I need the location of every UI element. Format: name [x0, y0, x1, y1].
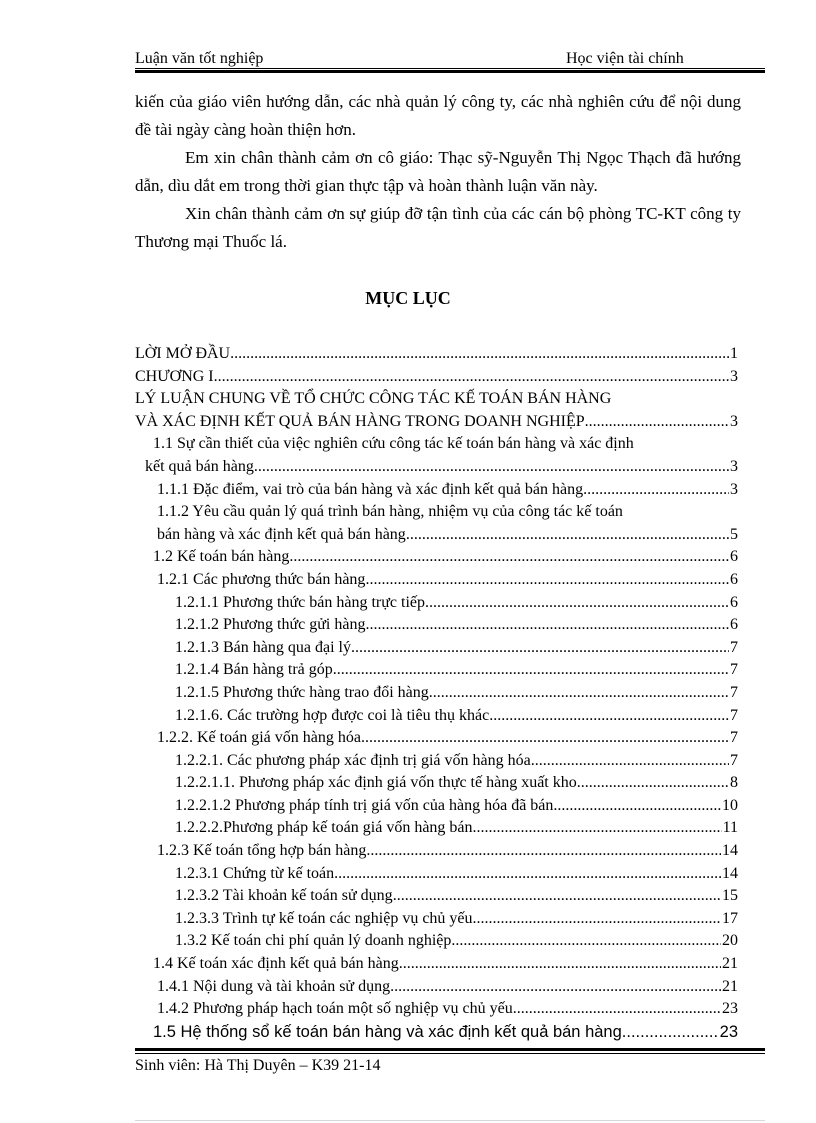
toc-leader [473, 817, 722, 840]
toc-entry[interactable] [135, 366, 738, 389]
toc-leader [254, 456, 729, 479]
toc-entry-text: 1.2.1.2 Phương thức gửi hàng [175, 616, 366, 634]
toc-page-number: 5 [730, 525, 738, 543]
toc-entry-text: 1.4.2 Phương pháp hạch toán một số nghiệp vụ chủ yếu [157, 1000, 513, 1018]
toc-entry-text: 1.2.2. Kế toán giá vốn hàng hóa [157, 729, 361, 747]
toc-page-number: 11 [722, 819, 738, 837]
toc-page-number: 6 [730, 570, 738, 588]
toc-leader [333, 659, 729, 682]
toc-entry[interactable] [135, 727, 738, 750]
toc-entry[interactable] [135, 569, 738, 592]
toc-page-number: 21 [722, 955, 738, 973]
footer-rule-thick [135, 1048, 765, 1051]
toc-leader [493, 705, 729, 728]
toc-entry[interactable] [135, 885, 738, 908]
paragraph-1: kiến của giáo viên hướng dẫn, các nhà quản lý công ty, các nhà nghiên cứu để nội dung đề tài ngày càng hoàn thiện hơn. [135, 92, 741, 139]
toc-entry-text: 1.2.2.1. Các phương pháp xác định trị giá vốn hàng hóa. [175, 751, 535, 769]
toc-entry-text: 1.5 Hệ thống sổ kế toán bán hàng và xác định kết quả bán hàng [153, 1022, 622, 1041]
toc-page-number: 17 [722, 909, 738, 927]
page-header-left: Luận văn tốt nghiệp [135, 50, 264, 67]
toc-entry-text: 1.4.1 Nội dung và tài khoản sử dụng [157, 977, 391, 995]
header-rule-thick [135, 70, 765, 73]
toc-page-number: 3 [730, 412, 738, 430]
toc-entry-text: 1.2.2.1.1. Phương pháp xác định giá vốn thực tế hàng xuất kho [175, 774, 577, 792]
toc-entry-text: 1.3.2 Kế toán chi phí quản lý doanh nghiệp [175, 932, 452, 950]
toc-entry[interactable] [135, 479, 738, 502]
toc-entry[interactable] [135, 750, 738, 773]
toc-page-number: 23 [722, 1000, 738, 1018]
toc-leader [553, 795, 721, 818]
toc-page-number: 8 [730, 774, 738, 792]
toc-entry-text: kết quả bán hàng [145, 457, 254, 475]
toc-entry-text: 1.2.3 Kế toán tổng hợp bán hàng [157, 842, 367, 860]
toc-leader [583, 479, 729, 502]
toc-entry[interactable] [135, 501, 738, 546]
toc-entry-text: 1.2.1 Các phương thức bán hàng [157, 570, 366, 588]
toc-page-number: 14 [722, 842, 738, 860]
toc-page-number: 7 [730, 751, 738, 769]
toc-entry[interactable] [135, 388, 738, 433]
toc-entry-text: 1.2.2.2.Phương pháp kế toán giá vốn hàng bán [175, 819, 473, 837]
toc-entry-text: 1.2.1.6. Các trường hợp được coi là tiêu thụ khác. [175, 706, 494, 724]
toc-entry[interactable] [135, 546, 738, 569]
toc-entry[interactable] [135, 953, 738, 976]
toc-page-number: 15 [722, 887, 738, 905]
toc-leader [425, 592, 729, 615]
toc-entry[interactable] [135, 637, 738, 660]
toc-page-number: 7 [730, 638, 738, 656]
toc-entry-text: 1.2.3.3 Trình tự kế toán các nghiệp vụ chủ yếu [175, 909, 473, 927]
toc-leader [214, 366, 729, 389]
toc-leader [361, 727, 729, 750]
toc-entry-text: LỜI MỞ ĐẦU [135, 345, 231, 362]
paragraph-3: Xin chân thành cảm ơn sự giúp đỡ tận tình của các cán bộ phòng TC-KT công ty Thương mại Thuốc lá. [135, 204, 741, 251]
toc-leader [393, 885, 721, 908]
toc-page-number: 10 [722, 796, 738, 814]
toc-entry[interactable] [135, 976, 738, 999]
toc-leader [585, 411, 729, 434]
toc-entry-text: 1.2 Kế toán bán hàng [153, 548, 290, 566]
toc-leader [289, 546, 729, 569]
footer-rule-thin [135, 1053, 765, 1054]
toc-page-number: 7 [730, 706, 738, 724]
toc-leader [451, 930, 721, 953]
toc-entry[interactable] [135, 795, 738, 818]
toc-entry[interactable] [135, 592, 738, 615]
toc-leader [513, 998, 721, 1021]
toc-entry-text: 1.2.3.1 Chứng từ kế toán [175, 864, 335, 882]
toc-entry[interactable] [135, 863, 738, 886]
toc-leader [365, 569, 729, 592]
toc-entry[interactable] [135, 817, 738, 840]
toc-leader [399, 953, 721, 976]
toc-entry[interactable] [135, 1021, 738, 1044]
toc-page-number: 6 [730, 593, 738, 611]
toc-entry-text: 1.2.2.1.2 Phương pháp tính trị giá vốn của hàng hóa đã bán [175, 796, 554, 814]
toc-page-number: 3 [730, 367, 738, 385]
toc-entry[interactable] [135, 772, 738, 795]
toc-leader [473, 908, 721, 931]
toc-page-number: 3 [730, 457, 738, 475]
toc-entry-text-line1: 1.1 Sự cần thiết của việc nghiên cứu công tác kế toán bán hàng và xác định [153, 435, 634, 453]
toc-page-number: 7 [730, 683, 738, 701]
table-of-contents [135, 343, 738, 1043]
toc-entry[interactable] [135, 614, 738, 637]
toc-page-number: 20 [722, 932, 738, 950]
toc-page-number: 14 [722, 864, 738, 882]
toc-page-number: 3 [730, 480, 738, 498]
toc-title: MỤC LỤC [365, 288, 451, 308]
toc-leader [535, 750, 729, 773]
toc-entry-text: bán hàng và xác định kết quả bán hàng [157, 525, 406, 543]
toc-entry-text: 1.2.1.1 Phương thức bán hàng trực tiếp [175, 593, 425, 611]
toc-entry[interactable] [135, 908, 738, 931]
toc-entry[interactable] [135, 840, 738, 863]
toc-entry[interactable] [135, 705, 738, 728]
toc-leader [390, 976, 721, 999]
toc-entry-text: 1.4 Kế toán xác định kết quả bán hàng [153, 955, 399, 973]
paragraph-2: Em xin chân thành cảm ơn cô giáo: Thạc sỹ-Nguyễn Thị Ngọc Thạch đã hướng dẫn, dìu dắt em trong thời gian thực tập và hoàn thành luận văn này. [135, 148, 741, 195]
toc-entry-text-line1: 1.1.2 Yêu cầu quản lý quá trình bán hàng, nhiệm vụ của công tác kế toán [157, 503, 623, 521]
toc-leader [406, 524, 729, 547]
header-rule-thin [135, 68, 765, 69]
toc-entry[interactable] [135, 682, 738, 705]
page-header-right: Học viện tài chính [566, 50, 684, 67]
toc-page-number: 7 [730, 729, 738, 747]
toc-leader [230, 343, 729, 366]
toc-leader [622, 1021, 719, 1044]
toc-page-number: 1 [730, 345, 738, 362]
toc-entry-text: VÀ XÁC ĐỊNH KẾT QUẢ BÁN HÀNG TRONG DOANH NGHIỆP [135, 412, 585, 430]
toc-entry-text: 1.2.1.3 Bán hàng qua đại lý [175, 638, 351, 656]
toc-leader [429, 682, 729, 705]
toc-entry[interactable] [135, 433, 738, 478]
toc-entry-text-line1: LÝ LUẬN CHUNG VỀ TỔ CHỨC CÔNG TÁC KẾ TOÁN BÁN HÀNG [135, 390, 612, 408]
toc-entry-text: 1.2.1.5 Phương thức hàng trao đổi hàng [175, 683, 429, 701]
toc-page-number: 7 [730, 661, 738, 679]
toc-leader [577, 772, 729, 795]
toc-leader [351, 637, 729, 660]
toc-page-number: 6 [730, 548, 738, 566]
toc-entry[interactable] [135, 930, 738, 953]
page-bottom-edge [135, 1120, 765, 1121]
toc-page-number: 21 [722, 977, 738, 995]
toc-entry[interactable] [135, 659, 738, 682]
toc-page-number: 23 [719, 1022, 738, 1041]
page-footer: Sinh viên: Hà Thị Duyên – K39 21-14 [135, 1057, 381, 1074]
toc-entry-text: 1.1.1 Đặc điểm, vai trò của bán hàng và xác định kết quả bán hàng [157, 480, 584, 498]
toc-entry[interactable] [135, 998, 738, 1021]
toc-entry-text: 1.2.1.4 Bán hàng trả góp [175, 661, 333, 679]
toc-entry[interactable] [135, 343, 738, 366]
toc-leader [334, 863, 721, 886]
toc-entry-text: CHƯƠNG I [135, 367, 214, 385]
toc-page-number: 6 [730, 616, 738, 634]
toc-entry-text: 1.2.3.2 Tài khoản kế toán sử dụng [175, 887, 393, 905]
toc-leader [365, 614, 729, 637]
toc-leader [366, 840, 721, 863]
